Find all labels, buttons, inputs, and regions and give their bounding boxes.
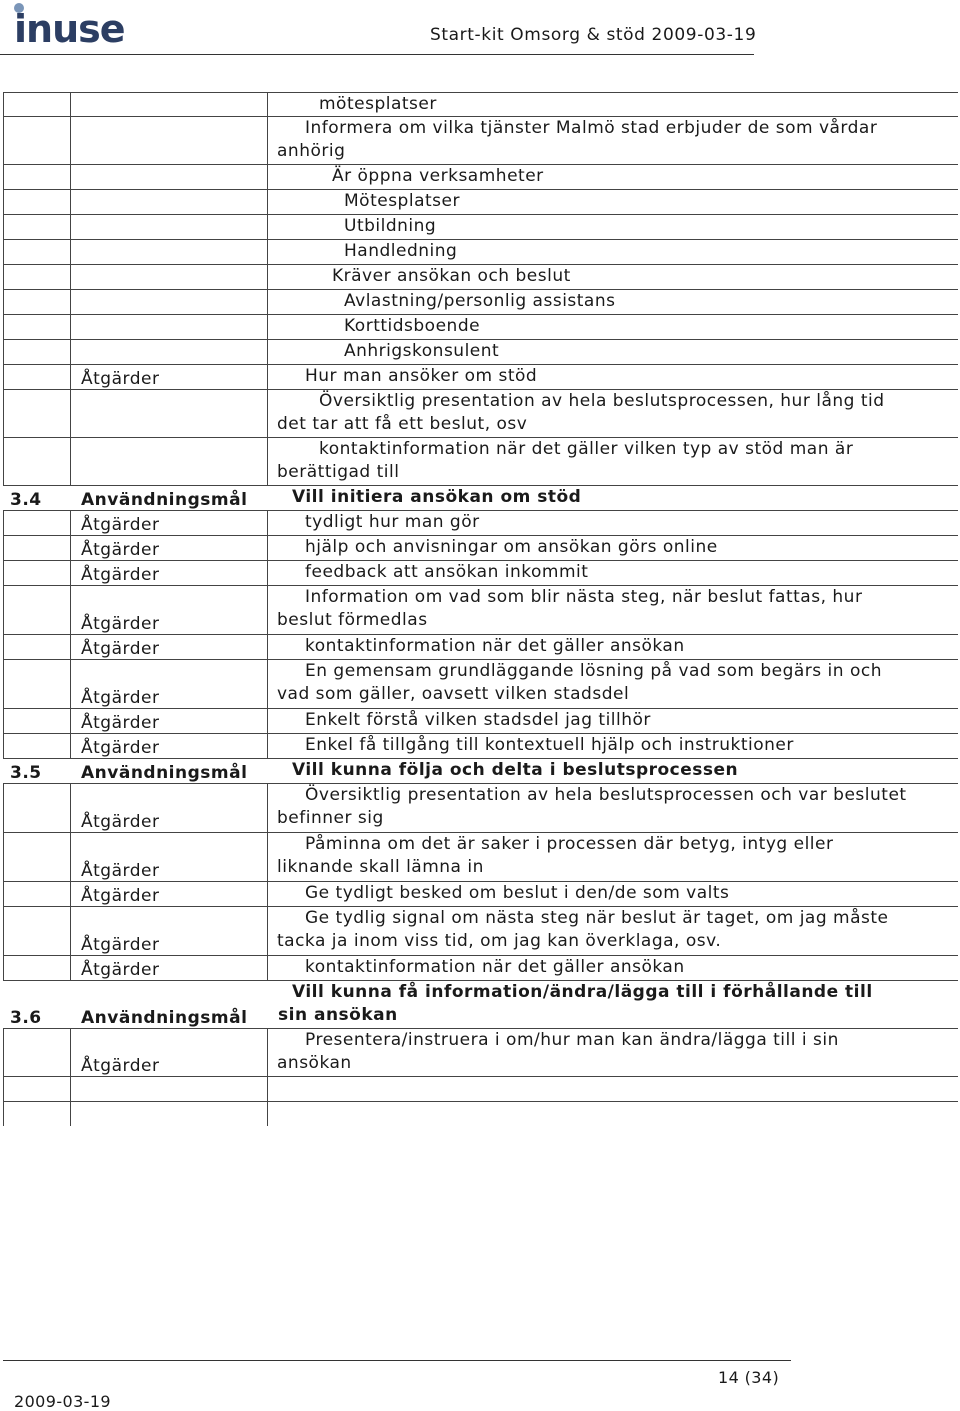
description-line: feedback att ansökan inkommit	[305, 562, 589, 582]
description-line: Handledning	[344, 241, 458, 261]
section-number-cell	[3, 265, 71, 289]
description-line: Hur man ansöker om stöd	[305, 366, 538, 386]
section-row	[3, 981, 958, 1029]
page-number: 14 (34)	[718, 1368, 780, 1387]
section-number-cell	[3, 1102, 71, 1126]
label-cell	[71, 290, 268, 314]
table-row	[3, 117, 958, 165]
section-number-cell	[3, 709, 71, 733]
table-row	[3, 511, 958, 536]
description-cell	[268, 734, 958, 758]
section-number-cell	[3, 956, 71, 980]
description-cell	[268, 340, 958, 364]
description-cell	[269, 486, 958, 510]
label-cell	[71, 190, 268, 214]
footer-date: 2009-03-19	[14, 1392, 111, 1411]
description-line: Presentera/instruera i om/hur man kan ändra/lägga till i sin	[305, 1030, 839, 1050]
section-number-cell	[3, 117, 71, 164]
section-number-cell: 3.6	[10, 1008, 42, 1028]
section-number-cell	[3, 635, 71, 659]
label-cell: Åtgärder	[71, 660, 268, 708]
description-line: liknande skall lämna in	[277, 857, 484, 877]
label-cell: Användningsmål	[81, 763, 248, 783]
description-line: Vill kunna få information/ändra/lägga till i förhållande till	[292, 982, 873, 1002]
label-cell	[71, 315, 268, 339]
table-row	[3, 709, 958, 734]
description-line: Ge tydligt besked om beslut i den/de som valts	[305, 883, 730, 903]
description-line: Informera om vilka tjänster Malmö stad erbjuder de som vårdar	[305, 118, 878, 138]
description-line: kontaktinformation när det gäller ansökan	[305, 636, 685, 656]
table-row	[3, 882, 958, 907]
section-number-cell	[3, 438, 71, 485]
table-row	[3, 586, 958, 635]
description-cell	[268, 511, 958, 535]
description-line: Översiktlig presentation av hela beslutsprocessen och var beslutet	[305, 785, 907, 805]
description-cell	[268, 240, 958, 264]
description-line: Vill kunna följa och delta i beslutsprocessen	[292, 760, 739, 780]
label-cell: Användningsmål	[81, 1008, 248, 1028]
description-line: Översiktlig presentation av hela beslutsprocessen, hur lång tid	[319, 391, 885, 411]
section-number-cell	[3, 907, 71, 955]
table-row	[3, 215, 958, 240]
label-cell: Åtgärder	[71, 833, 268, 881]
description-cell	[268, 635, 958, 659]
description-cell	[268, 93, 958, 116]
description-cell	[268, 586, 958, 634]
label-cell: Åtgärder	[71, 1029, 268, 1076]
section-number-cell	[3, 660, 71, 708]
label-cell	[71, 93, 268, 116]
section-number-cell	[3, 1029, 71, 1076]
description-line: En gemensam grundläggande lösning på vad som begärs in och	[305, 661, 882, 681]
label-cell: Åtgärder	[71, 882, 268, 906]
table-row	[3, 390, 958, 438]
table-row	[3, 1029, 958, 1077]
label-cell: Åtgärder	[71, 734, 268, 758]
section-number-cell	[3, 586, 71, 634]
section-number-cell	[3, 390, 71, 437]
description-line: befinner sig	[277, 808, 384, 828]
description-line: hjälp och anvisningar om ansökan görs online	[305, 537, 718, 557]
description-cell	[268, 660, 958, 708]
table-row	[3, 1077, 958, 1102]
description-line: Vill initiera ansökan om stöd	[292, 487, 582, 507]
table-row	[3, 190, 958, 215]
inuse-logo	[14, 2, 134, 48]
table-row	[3, 536, 958, 561]
label-cell	[71, 390, 268, 437]
label-cell: Åtgärder	[71, 536, 268, 560]
description-cell	[268, 907, 958, 955]
description-line: tydligt hur man gör	[305, 512, 480, 532]
section-number-cell	[3, 240, 71, 264]
description-cell	[268, 709, 958, 733]
section-number-cell	[3, 165, 71, 189]
description-cell	[268, 784, 958, 832]
description-cell	[268, 290, 958, 314]
section-number-cell	[3, 734, 71, 758]
table-row	[3, 956, 958, 981]
section-number-cell	[3, 784, 71, 832]
description-line: Enkel få tillgång till kontextuell hjälp och instruktioner	[305, 735, 794, 755]
table-row	[3, 907, 958, 956]
label-cell	[71, 265, 268, 289]
section-number-cell	[3, 536, 71, 560]
label-cell: Åtgärder	[71, 907, 268, 955]
table-row	[3, 93, 958, 117]
table-row	[3, 438, 958, 486]
label-cell	[71, 215, 268, 239]
label-cell	[71, 1077, 268, 1101]
header-divider	[0, 54, 754, 55]
logo-wordmark: inuse	[14, 7, 125, 48]
description-cell	[269, 759, 958, 783]
description-cell	[268, 215, 958, 239]
description-cell	[268, 882, 958, 906]
description-line: Kräver ansökan och beslut	[332, 266, 571, 286]
description-cell	[268, 956, 958, 980]
description-line: anhörig	[277, 141, 346, 161]
section-number-cell: 3.4	[10, 490, 42, 510]
label-cell	[71, 438, 268, 485]
description-line: vad som gäller, oavsett vilken stadsdel	[277, 684, 630, 704]
section-number-cell	[3, 315, 71, 339]
section-row	[3, 759, 958, 784]
table-row	[3, 1102, 958, 1126]
section-row	[3, 486, 958, 511]
section-number-cell	[3, 511, 71, 535]
description-line: det tar att få ett beslut, osv	[277, 414, 528, 434]
description-line: beslut förmedlas	[277, 610, 428, 630]
table-row	[3, 784, 958, 833]
description-line: ansökan	[277, 1053, 352, 1073]
label-cell: Åtgärder	[71, 709, 268, 733]
description-cell	[268, 1029, 958, 1076]
description-line: Mötesplatser	[344, 191, 460, 211]
description-line: Påminna om det är saker i processen där betyg, intyg eller	[305, 834, 834, 854]
description-line: Utbildning	[344, 216, 437, 236]
description-cell	[269, 981, 958, 1028]
table-row	[3, 265, 958, 290]
description-line: sin ansökan	[278, 1005, 398, 1025]
table-row	[3, 365, 958, 390]
description-cell	[268, 190, 958, 214]
section-number-cell	[3, 1077, 71, 1101]
section-number-cell	[3, 833, 71, 881]
table-row	[3, 290, 958, 315]
description-line: Anhrigskonsulent	[344, 341, 500, 361]
section-number-cell	[3, 93, 71, 116]
label-cell	[71, 240, 268, 264]
description-line: Korttidsboende	[344, 316, 481, 336]
description-line: Information om vad som blir nästa steg, när beslut fattas, hur	[305, 587, 863, 607]
description-cell	[268, 315, 958, 339]
description-line: Enkelt förstå vilken stadsdel jag tillhör	[305, 710, 651, 730]
label-cell: Åtgärder	[71, 561, 268, 585]
description-line: Ge tydlig signal om nästa steg när beslut är taget, om jag måste	[305, 908, 889, 928]
description-cell	[268, 438, 958, 485]
description-line: Avlastning/personlig assistans	[344, 291, 616, 311]
table-row	[3, 635, 958, 660]
section-number-cell	[3, 561, 71, 585]
section-number-cell	[3, 290, 71, 314]
section-number-cell: 3.5	[10, 763, 42, 783]
description-cell	[268, 265, 958, 289]
label-cell: Åtgärder	[71, 784, 268, 832]
section-number-cell	[3, 215, 71, 239]
description-line: mötesplatser	[319, 94, 437, 114]
label-cell: Åtgärder	[71, 586, 268, 634]
requirements-table	[3, 92, 958, 1126]
document-header-title: Start-kit Omsorg & stöd 2009-03-19	[430, 25, 757, 45]
table-row	[3, 660, 958, 709]
description-cell	[268, 117, 958, 164]
table-row	[3, 833, 958, 882]
description-cell	[268, 165, 958, 189]
section-number-cell	[3, 190, 71, 214]
table-row	[3, 165, 958, 190]
description-line: Är öppna verksamheter	[332, 166, 544, 186]
description-cell	[268, 1102, 958, 1126]
section-number-cell	[3, 882, 71, 906]
footer-divider	[3, 1360, 791, 1361]
section-number-cell	[3, 340, 71, 364]
label-cell	[71, 1102, 268, 1126]
description-line: berättigad till	[277, 462, 400, 482]
description-cell	[268, 390, 958, 437]
label-cell	[71, 165, 268, 189]
table-row	[3, 561, 958, 586]
description-line: tacka ja inom viss tid, om jag kan överklaga, osv.	[277, 931, 722, 951]
table-row	[3, 315, 958, 340]
description-cell	[268, 561, 958, 585]
description-cell	[268, 833, 958, 881]
description-cell	[268, 1077, 958, 1101]
table-row	[3, 240, 958, 265]
description-cell	[268, 365, 958, 389]
label-cell	[71, 117, 268, 164]
label-cell	[71, 340, 268, 364]
label-cell: Åtgärder	[71, 365, 268, 389]
description-cell	[268, 536, 958, 560]
label-cell: Åtgärder	[71, 511, 268, 535]
table-row	[3, 340, 958, 365]
description-line: kontaktinformation när det gäller vilken typ av stöd man är	[319, 439, 854, 459]
table-row	[3, 734, 958, 759]
label-cell: Åtgärder	[71, 956, 268, 980]
section-number-cell	[3, 365, 71, 389]
description-line: kontaktinformation när det gäller ansökan	[305, 957, 685, 977]
label-cell: Åtgärder	[71, 635, 268, 659]
label-cell: Användningsmål	[81, 490, 248, 510]
